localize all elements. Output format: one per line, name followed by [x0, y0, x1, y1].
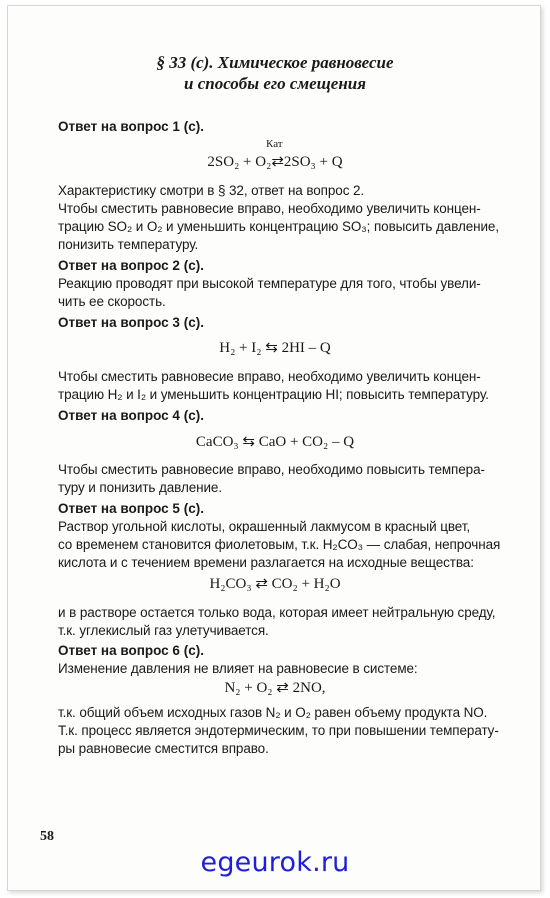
q4-line-2: туру и понизить давление. [58, 480, 222, 495]
q6-line-4: ры равновесие сместится вправо. [58, 741, 269, 756]
q4-heading: Ответ на вопрос 4 (с). [58, 408, 204, 423]
q1-catalyst-label: Кат [266, 138, 283, 150]
page-number: 58 [40, 829, 54, 844]
q1-line-1: Характеристику смотри в § 32, ответ на вопрос 2. [58, 183, 365, 198]
q6-line-2: т.к. общий объем исходных газов N₂ и O₂ равен объему продукта NO. [58, 705, 488, 720]
q1-line-2: Чтобы сместить равновесие вправо, необходимо увеличить концен- [58, 201, 481, 216]
q1-line-4: понизить температуру. [58, 237, 199, 252]
q1-equation: 2SO₂ + O₂⇄2SO₃ + Q [207, 154, 343, 170]
q3-line-2: трацию H₂ и I₂ и уменьшить концентрацию HI; повысить температуру. [58, 387, 489, 402]
q2-line-1: Реакцию проводят при высокой температуре для того, чтобы увели- [58, 276, 481, 291]
q5-line-3: кислота и с течением времени разлагается на исходные вещества: [58, 555, 474, 570]
q5-line-2: со временем становится фиолетовым, т.к. H₂CO₃ — слабая, непрочная [58, 537, 501, 552]
q4-equation: CaCO₃ ⇆ CaO + CO₂ – Q [195, 434, 355, 450]
watermark-bottom: egeurok.ru [200, 847, 350, 878]
q6-line-3: Т.к. процесс является эндотермическим, то при повышении температу- [58, 723, 499, 738]
q3-heading: Ответ на вопрос 3 (с). [58, 315, 204, 330]
q5-heading: Ответ на вопрос 5 (с). [58, 501, 204, 516]
q1-line-3: трацию SO₂ и O₂ и уменьшить концентрацию SO₃; повысить давление, [58, 219, 499, 234]
book-page [7, 5, 541, 891]
q4-line-1: Чтобы сместить равновесие вправо, необходимо повысить темпера- [58, 462, 485, 477]
q6-line-1: Изменение давления не влияет на равновесие в системе: [58, 661, 418, 676]
section-title: § 33 (с). Химическое равновесие [156, 53, 394, 72]
q5-line-5: т.к. углекислый газ улетучивается. [58, 623, 269, 638]
q6-heading: Ответ на вопрос 6 (с). [58, 643, 204, 658]
q2-heading: Ответ на вопрос 2 (с). [58, 258, 204, 273]
q3-line-1: Чтобы сместить равновесие вправо, необходимо увеличить концен- [58, 369, 481, 384]
q5-line-4: и в растворе остается только вода, которая имеет нейтральную среду, [58, 605, 496, 620]
section-subtitle: и способы его смещения [183, 74, 367, 93]
q3-equation: H₂ + I₂ ⇆ 2HI – Q [219, 340, 331, 356]
q6-equation: N₂ + O₂ ⇄ 2NO, [224, 680, 326, 696]
q1-heading: Ответ на вопрос 1 (с). [58, 119, 204, 134]
q2-line-2: чить ее скорость. [58, 294, 166, 309]
q5-line-1: Раствор угольной кислоты, окрашенный лакмусом в красный цвет, [58, 519, 470, 534]
q5-equation: H₂CO₃ ⇄ CO₂ + H₂O [209, 576, 341, 592]
